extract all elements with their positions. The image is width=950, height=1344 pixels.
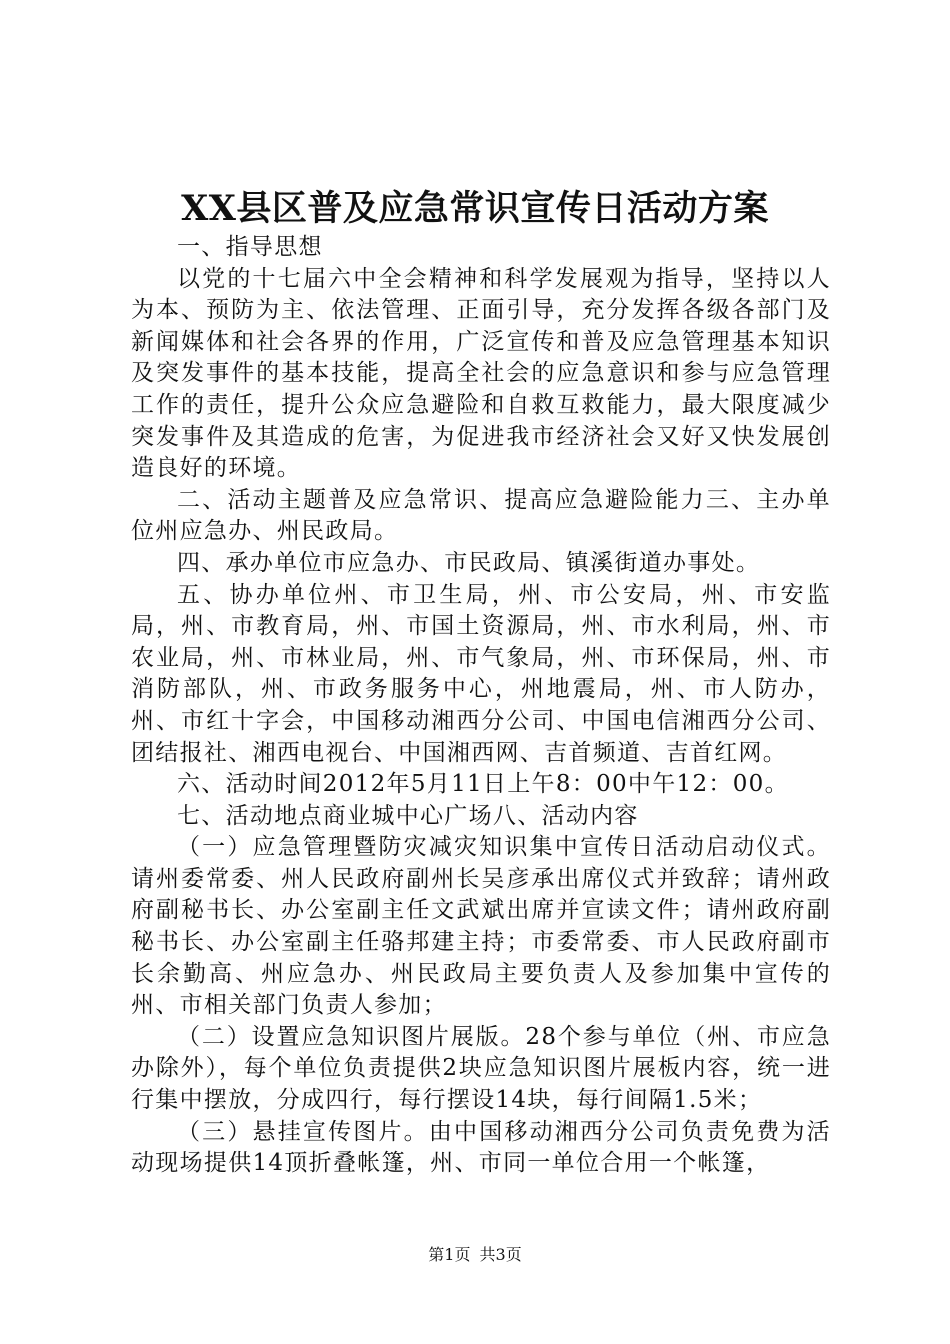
paragraph-guiding-thought: 以党的十七届六中全会精神和科学发展观为指导，坚持以人为本、预防为主、依法管理、正面引导，充分发挥各级各部门及新闻媒体和社会各界的作用，广泛宣传和普及应急管理基本知识及突发事件的基本技能，提高全社会的应急意识和参与应急管理工作的责任，提升公众应急避险和自救互救能力，最大限度减少突发事件及其造成的危害，为促进我市经济社会又好又快发展创造良好的环境。 — [131, 265, 831, 482]
paragraph-content-item-1: （一）应急管理暨防灾减灾知识集中宣传日活动启动仪式。请州委常委、州人民政府副州长吴彦承出席仪式并致辞；请州政府副秘书长、办公室副主任文武斌出席并宣读文件；请州政府副秘书长、办公室副主任骆邦建主持；市委常委、市人民政府副市长余勤高、州应急办、州民政局主要负责人及参加集中宣传的州、市相关部门负责人参加； — [131, 834, 831, 1019]
paragraph-content-item-3: （三）悬挂宣传图片。由中国移动湘西分公司负责免费为活动现场提供14顶折叠帐篷，州、市同一单位合用一个帐篷， — [131, 1118, 831, 1177]
document-title: XX县区普及应急常识宣传日活动方案 — [181, 188, 769, 229]
paragraph-theme-and-organizer: 二、活动主题普及应急常识、提高应急避险能力三、主办单位州应急办、州民政局。 — [131, 486, 831, 545]
paragraph-activity-time: 六、活动时间2012年5月11日上午8：00中午12：00。 — [177, 771, 789, 798]
page-total: 共3页 — [479, 1245, 522, 1264]
paragraph-content-item-2: （二）设置应急知识图片展版。28个参与单位（州、市应急办除外），每个单位负责提供2块应急知识图片展板内容，统一进行集中摆放，分成四行，每行摆设14块，每行间隔1.5米； — [131, 1023, 831, 1114]
document-body — [131, 232, 831, 1180]
page-number: 第1页 — [428, 1245, 471, 1264]
page-footer — [0, 1245, 950, 1265]
paragraph-activity-location: 七、活动地点商业城中心广场八、活动内容 — [177, 802, 639, 829]
paragraph-undertaking-units: 四、承办单位市应急办、市民政局、镇溪街道办事处。 — [177, 549, 761, 576]
section-heading-guiding-thought: 一、指导思想 — [177, 234, 323, 260]
paragraph-cooperating-units: 五、协办单位州、市卫生局，州、市公安局，州、市安监局，州、市教育局，州、市国土资源局，州、市水利局，州、市农业局，州、市林业局，州、市气象局，州、市环保局，州、市消防部队，州、市政务服务中心，州地震局，州、市人防办，州、市红十字会，中国移动湘西分公司、中国电信湘西分公司、团结报社、湘西电视台、中国湘西网、吉首频道、吉首红网。 — [131, 581, 831, 766]
